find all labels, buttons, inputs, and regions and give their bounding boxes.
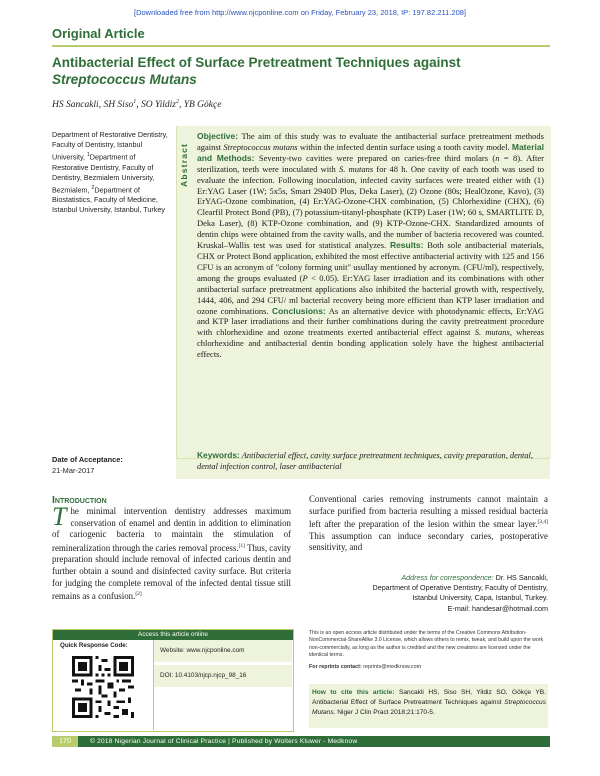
open-access-notice: This is an open access article distributed under the terms of the Creative Commons Attribution-NonCommercial-ShareAlike 3.0 License, which allows others to remix, tweak, and build upon the work non-commercially, as long as the author is credited and the new creations are licensed under the identical terms. xyxy=(309,630,544,659)
citation-body: Sancakli HS, Siso SH, Yildiz SO, Gökçe YB. Antibacterial Effect of Surface Pretreatment Techniques against xyxy=(312,689,546,706)
reprints-email[interactable]: reprints@medknow.com xyxy=(361,664,422,670)
page-number: 170 xyxy=(52,736,78,747)
affiliation-text: Department of Restorative Dentistry, Faculty of Dentistry, Istanbul University, xyxy=(52,130,168,162)
keywords-text: Antibacterial effect, cavity surface pretreatment techniques, cavity preparation, dental, dental infection control, laser antibacterial xyxy=(197,451,533,471)
qr-code-icon[interactable] xyxy=(72,656,134,718)
title-italic: Streptococcus Mutans xyxy=(52,72,197,87)
author-text: , YB Gökçe xyxy=(178,100,222,111)
abstract-body xyxy=(197,131,544,360)
abstract-label: Abstract xyxy=(179,142,189,188)
correspondence-email[interactable]: E-mail: handesar@hotmail.com xyxy=(447,603,548,613)
author-list xyxy=(52,99,221,110)
abstract-text: for 48 h. One cavity of each tooth was used to evaluate the infection. Following inoculation, infected cavity surfaces were treated either with (1) Er:YAG Laser (1W; 5x5s, Smart 2940D Plus, Deka Laser), (2) Ozone (80s; HealOzone, Kavo), (3) ErYAG-Ozone combination, (4) Er:YAG-Ozone-CHX combination, (5) Chlorhexidine (CHX), (6) Clearfil Protect Bond (PB), (7) potassium-titanyl-phosphate (KTP) Laser (1W; 60 s, SMARTLITE D, Deka Laser), (8) KTP-Ozone combination, and (9) KTP-Ozone-CHX. Standardized amounts of dentin chips were obtained from the cavity walls, and the number of bacteria recovered was counted. Kruskal–Wallis test was used for statistical analyzes. xyxy=(197,163,544,251)
doi-link[interactable]: DOI: 10.4103/njcp.njcp_98_16 xyxy=(160,672,247,679)
intro-text: This assumption can induce secondary caries, postoperative sensitivity, and xyxy=(309,530,548,553)
acceptance-label: Date of Acceptance: xyxy=(52,455,123,464)
affiliation-text: Department of Restorative Dentistry, Faculty of Dentistry, Bezmialem University, Bezmialem, xyxy=(52,152,155,195)
abstract-italic: Streptococcus mutans xyxy=(223,141,298,152)
article-type: Original Article xyxy=(52,26,145,41)
drop-cap: T xyxy=(52,502,67,531)
author-text: HS Sancakli, SH Siso xyxy=(52,100,134,111)
title-main: Antibacterial Effect of Surface Pretreatment Techniques against xyxy=(52,55,461,70)
affiliations xyxy=(52,130,170,216)
intro-text: Conventional caries removing instruments cannot maintain a surface purified from bacteria resulting a missed residual bacteria left after the preparation of the lesion within the smear layer. xyxy=(309,494,548,530)
reprints-label: For reprints contact: xyxy=(309,664,362,670)
footer-text: © 2018 Nigerian Journal of Clinical Practice | Published by Wolters Kluwer - Medknow xyxy=(90,738,358,745)
affiliation-sup: 2 xyxy=(91,184,95,191)
intro-text: he minimal intervention dentistry addresses maximum conservation of enamel and dentin in addition to elimination of cariogenic bacteria to maintain the stimulation of remineralization through the caries removal process. xyxy=(52,506,291,553)
qr-code-label: Quick Response Code: xyxy=(60,642,128,649)
citation-label: How to cite this article: xyxy=(312,689,395,696)
abstract-text: < 0.05). Er:YAG laser irradiation and its combinations with other antibacterial surface pretreatment applications also inhibited the bacterial growth with, respectively, 1444, 406, and 294 CFU/ ml bacterial recovery being more efficient than KTP laser irradiation and ozone combinations. xyxy=(197,272,544,316)
intro-text: Thus, cavity preparation should include removal of infected carious dentin and further obtain a sound and disinfected cavity surface. But criteria for judging the complete removal of the infected dental tissue still remains as a confusion. xyxy=(52,542,291,602)
article-title xyxy=(52,54,532,88)
keywords xyxy=(197,450,547,473)
website-link[interactable]: Website: www.njcponline.com xyxy=(160,647,245,654)
keywords-label: Keywords: xyxy=(197,450,240,460)
correspondence-label: Address for correspondence: xyxy=(401,573,494,582)
correspondence-block xyxy=(309,573,548,614)
abstract-text: Seventy-two cavities were prepared on caries-free third molars ( xyxy=(254,152,496,163)
acceptance-date: 21-Mar-2017 xyxy=(52,466,95,475)
abstract-text: = 8). After sterilization, teeth were inoculated with xyxy=(197,152,544,174)
conclusions-label: Conclusions: xyxy=(271,305,326,316)
abstract-text: , whereas chlorhexidine and antibacterial dentin bonding application solely have the highest antibacterial effects. xyxy=(197,327,544,360)
abstract-italic: S. mutans xyxy=(474,327,510,338)
citation-ref[interactable]: [2] xyxy=(135,591,142,598)
abstract-text: As an alternative device with photodynamic effects, Er:YAG and KTP laser irradiations and their further combinations during the cavity pretreatment procedure with chlorhexidine and ozone treatments exerted antibacterial effect against xyxy=(197,305,544,338)
abstract-italic: S. mutans xyxy=(338,163,374,174)
abstract-text: Both sole antibacterial materials, CHX or Protect Bond application, exhibited the most effective antibacterial activity with 125 and 156 CFU is an acronym of "colony forming unit" usullay mentioned by acronym. (CFU/ml), respectively, among the groups evaluated ( xyxy=(197,240,544,283)
abstract-text: The aim of this study was to evaluate the antibacterial surface pretreatment methods against xyxy=(197,131,544,152)
author-sup: 2 xyxy=(175,99,179,105)
correspondence-line: Istanbul University, Capa, Istanbul, Turkey. xyxy=(412,593,548,603)
author-text: , SO Yildiz xyxy=(136,100,176,111)
citation-ref[interactable]: [1] xyxy=(238,542,245,549)
introduction-column-right xyxy=(309,494,548,554)
introduction-heading: Introduction xyxy=(52,494,107,506)
methods-label: Material and Methods: xyxy=(197,141,544,163)
author-sup: 1 xyxy=(133,99,137,105)
correspondence-name: Dr. HS Sancakli, xyxy=(493,573,548,582)
access-online-header: Access this article online xyxy=(53,630,293,640)
affiliation-text: Department of Biostatistics, Faculty of Medicine, Istanbul University, Istanbul, Turkey xyxy=(52,185,165,215)
objective-label: Objective: xyxy=(197,131,239,141)
results-label: Results: xyxy=(389,240,424,251)
affiliation-sup: 1 xyxy=(87,152,90,159)
abstract-italic: P xyxy=(302,272,308,283)
header-rule xyxy=(52,45,550,47)
citation-ref[interactable]: [3,4] xyxy=(537,519,548,526)
download-banner: [Downloaded free from http://www.njcponline.com on Friday, February 23, 2018, IP: 197.82.211.208] xyxy=(134,8,466,17)
citation-italic: Streptococcus Mutans xyxy=(312,699,546,716)
reprints-contact xyxy=(309,664,421,670)
abstract-text: within the infected dentin surface using a tooth cavity model. xyxy=(297,141,512,152)
citation-body: . Niger J Clin Pract 2018;21:170-5. xyxy=(333,709,435,716)
introduction-column-left xyxy=(52,502,291,603)
abstract-italic: n xyxy=(495,152,500,163)
citation-text xyxy=(312,688,546,718)
correspondence-line: Department of Operative Dentistry, Faculty of Dentistry, xyxy=(372,583,548,593)
